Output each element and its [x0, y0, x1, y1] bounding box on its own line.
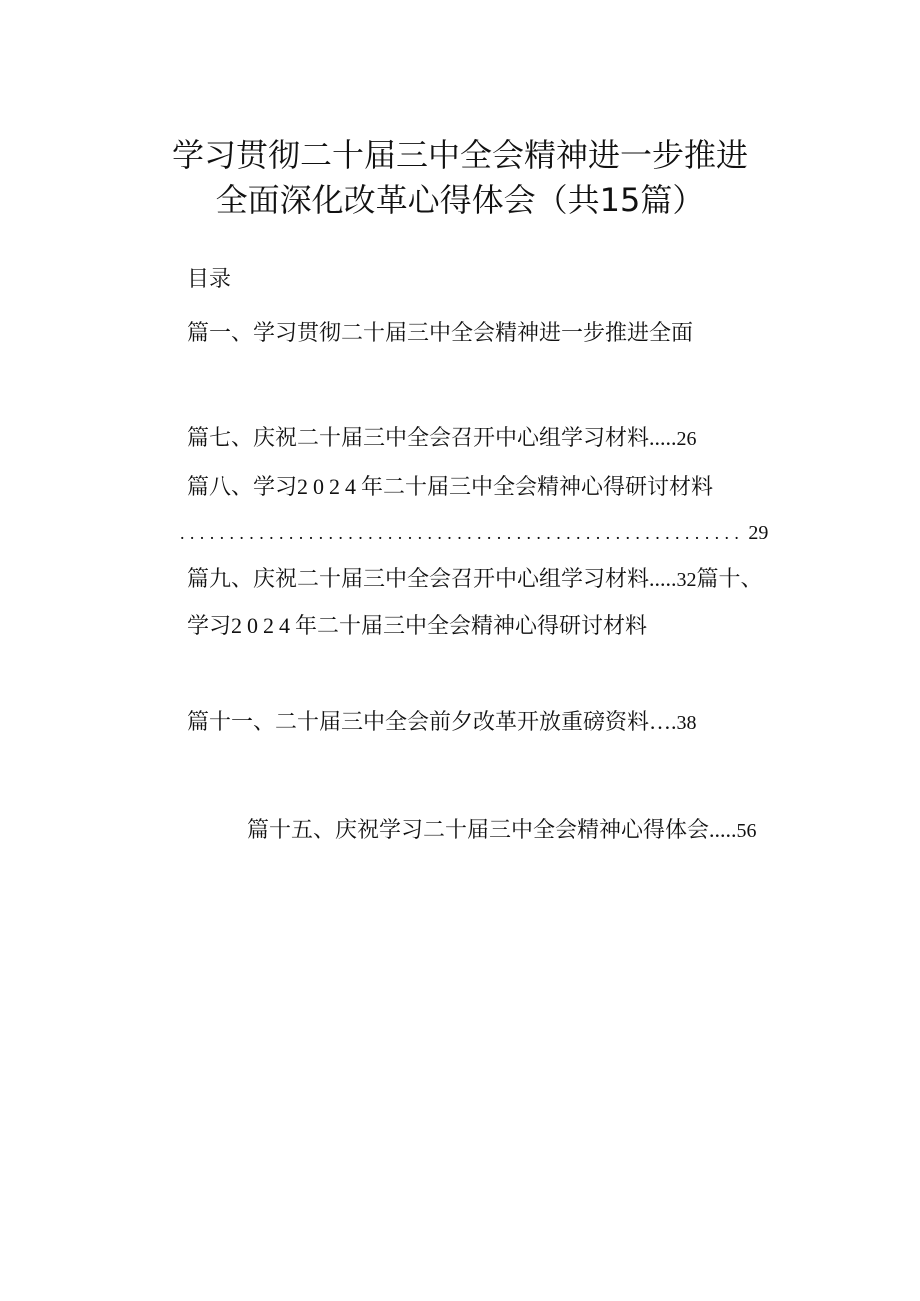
- toc-page-number: 38: [676, 712, 697, 734]
- toc-entry-label: 篇九、庆祝二十届三中全会召开中心组学习材料: [187, 567, 650, 592]
- toc-entry-label: 篇十五、庆祝学习二十届三中全会精神心得体会: [247, 818, 710, 843]
- toc-entry-year: 2024: [231, 613, 296, 638]
- toc-entry[interactable]: [187, 708, 697, 737]
- toc-entry[interactable]: [187, 473, 713, 502]
- title-line-2: 全面深化改革心得体会（共15篇）: [215, 181, 705, 219]
- toc-entry[interactable]: [187, 424, 697, 453]
- toc-entry-label: 年二十届三中全会精神心得研讨材料: [361, 475, 714, 500]
- toc-heading: 目录: [187, 267, 232, 292]
- toc-entry-label: 篇一、学习贯彻二十届三中全会精神进一步推进全面: [187, 321, 694, 346]
- toc-page-number: 26: [676, 428, 697, 450]
- toc-page-number: 56: [736, 820, 757, 842]
- toc-entry[interactable]: [247, 816, 757, 845]
- toc-entry-label: 篇十一、二十届三中全会前夕改革开放重磅资料: [187, 710, 650, 735]
- toc-leader: .....: [709, 817, 737, 842]
- toc-entry-label: 篇十、: [696, 567, 763, 592]
- toc-leader: .....: [649, 566, 677, 591]
- toc-leader: .....: [649, 425, 677, 450]
- toc-entry-label: 篇八、学习: [187, 475, 298, 500]
- toc-leader: ….: [649, 709, 677, 734]
- toc-page-number: 29: [748, 522, 769, 544]
- toc-leader: .........................................................: [180, 523, 745, 543]
- toc-entry[interactable]: [187, 320, 693, 348]
- toc-entry[interactable]: [187, 565, 763, 594]
- title-line-1: 学习贯彻二十届三中全会精神进一步推进: [171, 136, 748, 174]
- toc-entry[interactable]: [187, 612, 647, 641]
- toc-entry-label: 篇七、庆祝二十届三中全会召开中心组学习材料: [187, 426, 650, 451]
- toc-entry-label: 学习: [187, 614, 232, 639]
- toc-entry-year: 2024: [297, 474, 362, 499]
- toc-page-number: 32: [676, 569, 697, 591]
- toc-entry-label: 年二十届三中全会精神心得研讨材料: [295, 614, 648, 639]
- toc-leader-line: [180, 519, 768, 547]
